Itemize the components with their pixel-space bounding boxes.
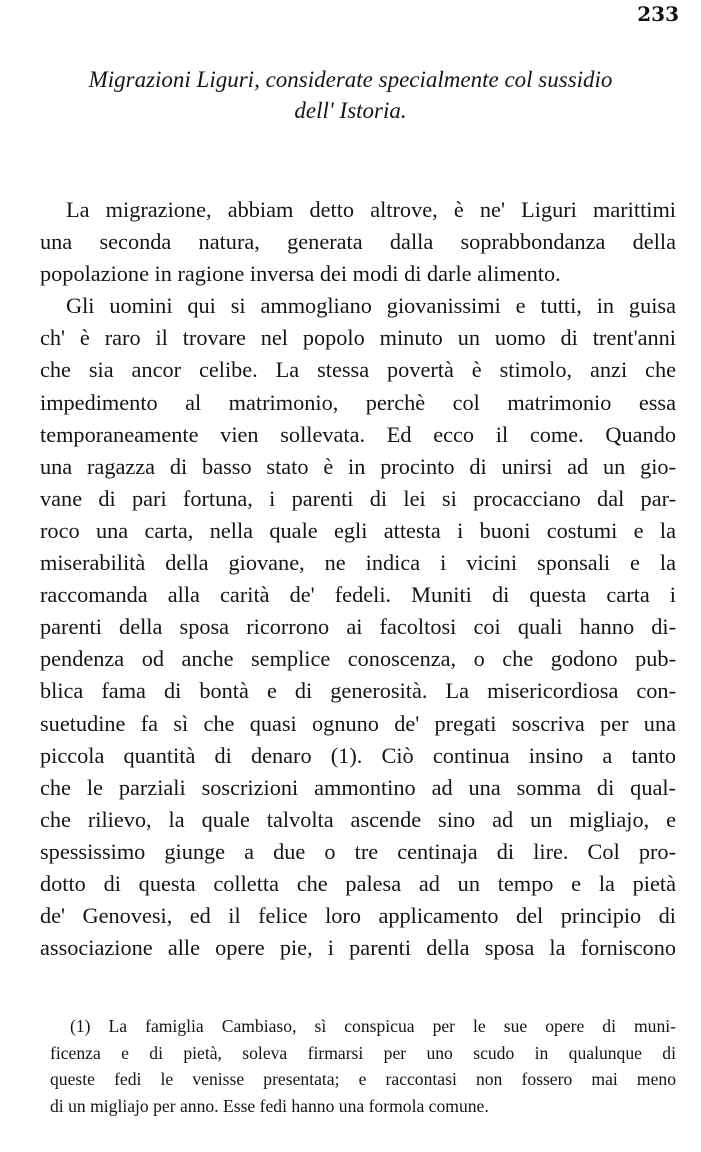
- body-line: che sia ancor celibe. La stessa povertà è stimolo, anzi che: [40, 357, 676, 383]
- body-line: dotto di questa colletta che palesa ad un tempo e la pietà: [40, 870, 676, 896]
- body-line: Gli uomini qui si ammogliano giovanissimi e tutti, in guisa: [66, 293, 676, 319]
- body-line: raccomanda alla carità de' fedeli. Muniti di questa carta i: [40, 582, 676, 608]
- body-line: piccola quantità di denaro (1). Ciò continua insino a tanto: [40, 742, 676, 768]
- body-line: ch' è raro il trovare nel popolo minuto un uomo di trent'anni: [40, 325, 676, 351]
- body-line: una seconda natura, generata dalla soprabbondanza della: [40, 229, 676, 255]
- section-title: [40, 64, 661, 126]
- page-number: 233: [637, 2, 679, 26]
- footnote-line: ficenza e di pietà, soleva firmarsi per uno scudo in qualunque di: [50, 1042, 676, 1063]
- body-line: de' Genovesi, ed il felice loro applicamento del principio di: [40, 903, 676, 929]
- section-title-line-1: Migrazioni Liguri, considerate specialmente col sussidio: [88, 67, 613, 92]
- body-line: blica fama di bontà e di generosità. La misericordiosa con-: [40, 678, 676, 704]
- body-line: che rilievo, la quale talvolta ascende sino ad un migliajo, e: [40, 806, 676, 832]
- body-line: temporaneamente vien sollevata. Ed ecco il come. Quando: [40, 421, 676, 447]
- section-title-line-2: dell' Istoria.: [294, 98, 407, 123]
- body-line: La migrazione, abbiam detto altrove, è ne' Liguri marittimi: [66, 197, 676, 222]
- body-line: che le parziali soscrizioni ammontino ad una somma di qual-: [40, 774, 676, 800]
- body-line: vane di pari fortuna, i parenti di lei si procacciano dal par-: [40, 485, 676, 511]
- body-line: spessissimo giunge a due o tre centinaja di lire. Col pro-: [40, 838, 676, 864]
- body-line: associazione alle opere pie, i parenti della sposa la forniscono: [40, 935, 676, 961]
- body-line: miserabilità della giovane, ne indica i vicini sponsali e la: [40, 550, 676, 576]
- body-line: roco una carta, nella quale egli attesta i buoni costumi e la: [40, 517, 676, 543]
- body-line: impedimento al matrimonio, perchè col matrimonio essa: [40, 389, 676, 415]
- footnote: [50, 1013, 676, 1119]
- footnote-line: queste fedi le venisse presentata; e raccontasi non fossero mai meno: [50, 1069, 676, 1089]
- body-text: [40, 194, 676, 964]
- body-line: pendenza od anche semplice conoscenza, o che godono pub-: [40, 646, 676, 672]
- body-line: parenti della sposa ricorrono ai facoltosi coi quali hanno di-: [40, 614, 676, 640]
- footnote-line: (1) La famiglia Cambiaso, sì conspicua per le sue opere di muni-: [70, 1016, 676, 1036]
- footnote-line: di un migliajo per anno. Esse fedi hanno una formola comune.: [50, 1095, 489, 1116]
- body-line: una ragazza di basso stato è in procinto di unirsi ad un gio-: [40, 453, 676, 479]
- body-line: suetudine fa sì che quasi ognuno de' pregati soscriva per una: [40, 710, 676, 736]
- body-line: popolazione in ragione inversa dei modi di darle alimento.: [40, 261, 561, 287]
